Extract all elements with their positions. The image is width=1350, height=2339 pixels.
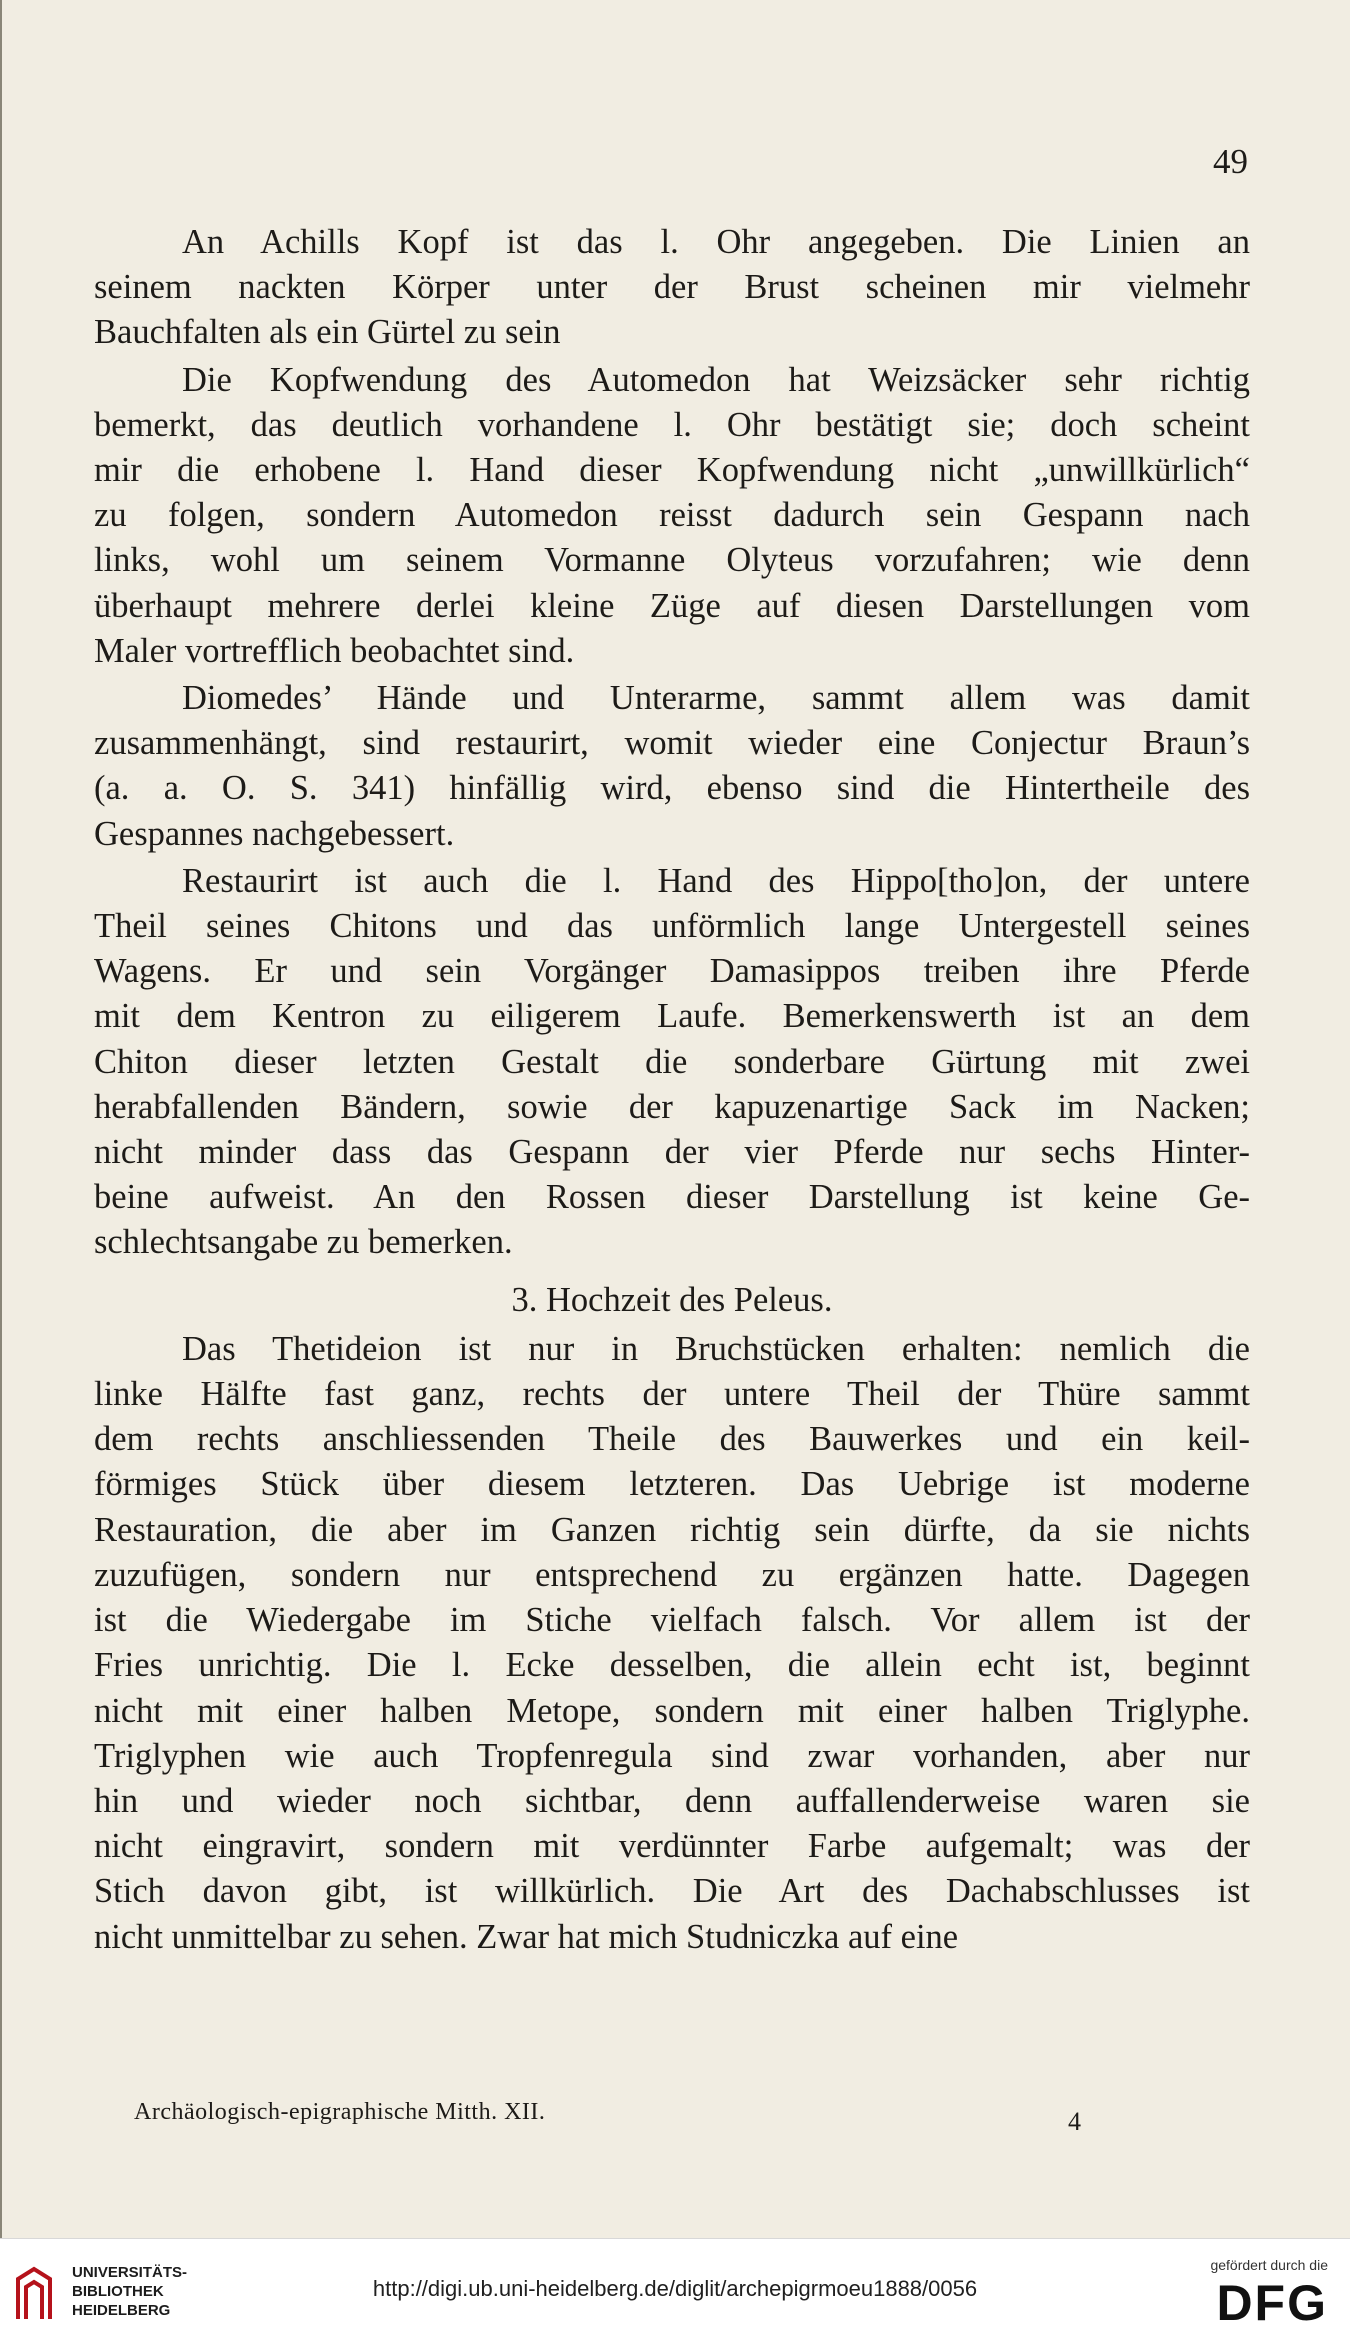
- text-line: zuzufügen, sondern nur entsprechend zu ergänzen hatte. Dagegen: [94, 1555, 1250, 1594]
- text-line: Gespannes nachgebessert.: [94, 814, 455, 853]
- body-text: [94, 220, 1250, 1960]
- text-line: linke Hälfte fast ganz, rechts der untere Theil der Thüre sammt: [94, 1375, 1250, 1414]
- funding-note: gefördert durch die: [1210, 2257, 1328, 2273]
- paragraph: [94, 676, 1250, 857]
- section-heading: 3. Hochzeit des Peleus.: [511, 1280, 833, 1319]
- text-line: ist die Wiedergabe im Stiche vielfach falsch. Vor allem ist der: [94, 1601, 1250, 1640]
- text-line: An Achills Kopf ist das l. Ohr angegeben. Die Linien an: [182, 223, 1250, 261]
- text-line: Triglyphen wie auch Tropfenregula sind zwar vorhanden, aber nur: [94, 1736, 1250, 1775]
- text-line: mit dem Kentron zu eiligerem Laufe. Bemerkenswerth ist an dem: [94, 997, 1250, 1036]
- text-line: seinem nackten Körper unter der Brust scheinen mir vielmehr: [94, 268, 1250, 307]
- text-line: nicht eingravirt, sondern mit verdünnter Farbe aufgemalt; was der: [94, 1827, 1250, 1866]
- text-line: links, wohl um seinem Vormanne Olyteus vorzufahren; wie denn: [94, 541, 1250, 580]
- journal-signature: Archäologisch-epigraphische Mitth. XII.: [134, 2099, 546, 2125]
- text-line: Das Thetideion ist nur in Bruchstücken erhalten: nemlich die: [182, 1329, 1250, 1368]
- page-number: 49: [1213, 142, 1248, 181]
- paragraph: [94, 1327, 1250, 1960]
- text-line: hin und wieder noch sichtbar, denn auffallenderweise waren sie: [94, 1781, 1250, 1820]
- text-line: herabfallenden Bändern, sowie der kapuzenartige Sack im Nacken;: [94, 1087, 1250, 1126]
- text-line: Diomedes’ Hände und Unterarme, sammt allem was damit: [182, 679, 1250, 718]
- text-line: dem rechts anschliessenden Theile des Bauwerkes und ein keil-: [94, 1420, 1250, 1459]
- text-line: Chiton dieser letzten Gestalt die sonderbare Gürtung mit zwei: [94, 1042, 1250, 1081]
- page-url-link[interactable]: http://digi.ub.uni-heidelberg.de/diglit/archepigrmoeu1888/0056: [372, 2276, 978, 2301]
- paragraph: [94, 859, 1250, 1266]
- text-line: Fries unrichtig. Die l. Ecke desselben, die allein echt ist, beginnt: [94, 1646, 1250, 1685]
- library-name: UNIVERSITÄTS- BIBLIOTHEK HEIDELBERG: [72, 2264, 188, 2319]
- text-line: nicht mit einer halben Metope, sondern mit einer halben Triglyphe.: [94, 1691, 1250, 1730]
- text-line: (a. a. O. S. 341) hinfällig wird, ebenso sind die Hintertheile des: [94, 769, 1250, 808]
- sheet-number: 4: [1068, 2107, 1081, 2136]
- text-line: zu folgen, sondern Automedon reisst dadurch sein Gespann nach: [94, 496, 1250, 535]
- dfg-logo: DFG: [1216, 2275, 1328, 2331]
- text-line: zusammenhängt, sind restaurirt, womit wieder eine Conjectur Braun’s: [94, 724, 1250, 763]
- text-line: Restaurirt ist auch die l. Hand des Hippo[tho]on, der untere: [182, 861, 1250, 900]
- text-line: überhaupt mehrere derlei kleine Züge auf diesen Darstellungen vom: [94, 586, 1250, 625]
- text-line: Theil seines Chitons und das unförmlich lange Untergestell seines: [94, 907, 1250, 946]
- text-line: Maler vortrefflich beobachtet sind.: [94, 631, 575, 670]
- paragraph: [94, 220, 1250, 356]
- viewer-footer-bar: [0, 2238, 1350, 2339]
- text-line: Wagens. Er und sein Vorgänger Damasippos treiben ihre Pferde: [94, 952, 1250, 991]
- text-line: Restauration, die aber im Ganzen richtig sein dürfte, da sie nichts: [94, 1510, 1250, 1549]
- text-line: förmiges Stück über diesem letzteren. Das Uebrige ist moderne: [94, 1465, 1250, 1504]
- text-line: Bauchfalten als ein Gürtel zu sein: [94, 313, 561, 352]
- paragraph: [94, 358, 1250, 674]
- text-line: Stich davon gibt, ist willkürlich. Die Art des Dachabschlusses ist: [94, 1872, 1250, 1911]
- text-line: bemerkt, das deutlich vorhandene l. Ohr bestätigt sie; doch scheint: [94, 405, 1250, 444]
- text-line: mir die erhobene l. Hand dieser Kopfwendung nicht „unwillkürlich“: [94, 451, 1250, 490]
- text-line: beine aufweist. An den Rossen dieser Darstellung ist keine Ge-: [94, 1178, 1250, 1217]
- text-line: schlechtsangabe zu bemerken.: [94, 1223, 513, 1262]
- text-line: Die Kopfwendung des Automedon hat Weizsäcker sehr richtig: [182, 360, 1250, 399]
- text-line: nicht unmittelbar zu sehen. Zwar hat mich Studniczka auf eine: [94, 1917, 959, 1956]
- text-line: nicht minder dass das Gespann der vier Pferde nur sechs Hinter-: [94, 1133, 1250, 1172]
